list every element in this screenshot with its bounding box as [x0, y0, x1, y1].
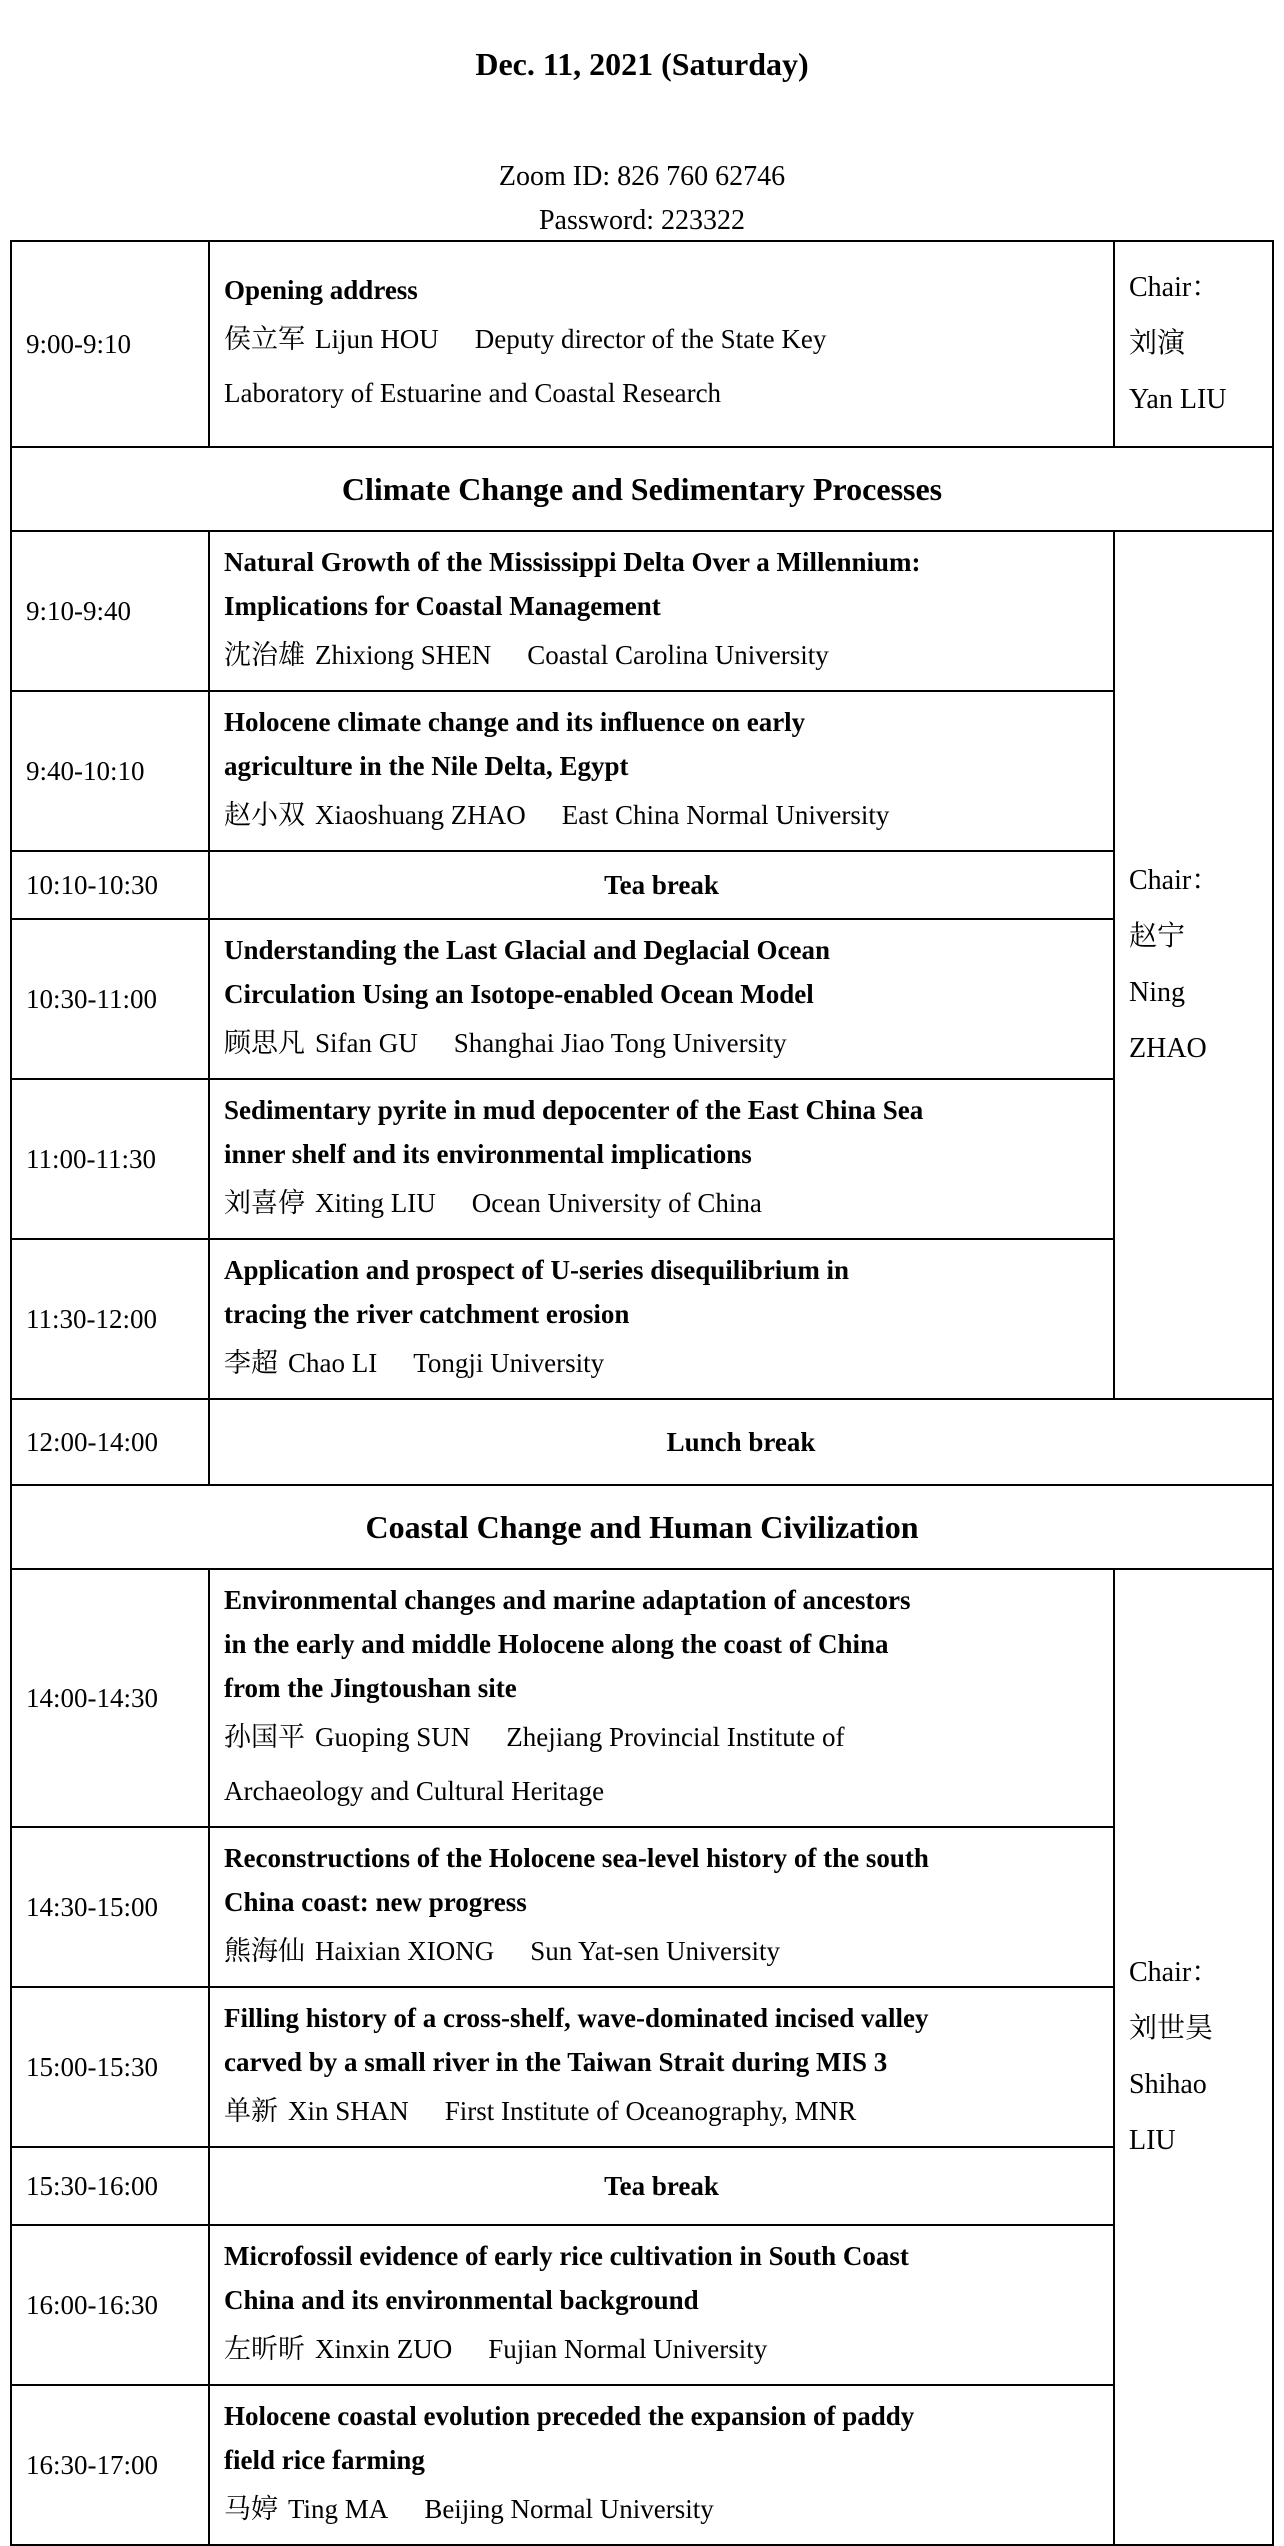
time-cell: 9:00-9:10: [11, 241, 209, 447]
talk-title-line: Filling history of a cross-shelf, wave-dominated incised valley: [224, 2003, 929, 2033]
speaker-cn: 李超: [224, 1348, 278, 1378]
time-cell: 11:30-12:00: [11, 1239, 209, 1399]
chair-en: Shihao: [1129, 2069, 1207, 2100]
chair-label: Chair：: [1129, 1957, 1220, 1988]
talk-title: [224, 1836, 1099, 1924]
talk-title-line: in the early and middle Holocene along the coast of China: [224, 1629, 889, 1659]
table-row: [11, 1399, 1273, 1485]
talk-speaker: [224, 2084, 1099, 2138]
speaker-cn: 熊海仙: [224, 1936, 305, 1966]
talk-speaker: [224, 1016, 1099, 1070]
talk-title-line: Understanding the Last Glacial and Deglacial Ocean: [224, 935, 831, 965]
affiliation-line: Laboratory of Estuarine and Coastal Research: [224, 378, 722, 408]
speaker-cn: 沈治雄: [224, 640, 305, 670]
chair-label: Chair：: [1129, 272, 1220, 303]
talk-title-line: Implications for Coastal Management: [224, 591, 661, 621]
time-cell: 11:00-11:30: [11, 1079, 209, 1239]
chair-cn: 赵宁: [1129, 921, 1186, 952]
section-heading: Coastal Change and Human Civilization: [11, 1485, 1273, 1569]
talk-cell: [209, 2385, 1114, 2545]
affiliation: East China Normal University: [561, 800, 890, 830]
table-row: [11, 447, 1273, 531]
time-cell: 14:30-15:00: [11, 1827, 209, 1987]
speaker-en: Haixian XIONG: [315, 1936, 495, 1966]
talk-title-line: Application and prospect of U-series disequilibrium in: [224, 1255, 850, 1285]
talk-cell: [209, 919, 1114, 1079]
tea-break: Tea break: [209, 2147, 1114, 2225]
table-row: [11, 1987, 1273, 2147]
talk-cell: [209, 1239, 1114, 1399]
time-cell: 10:10-10:30: [11, 851, 209, 919]
chair-en: ZHAO: [1129, 1033, 1207, 1064]
talk-title-line: inner shelf and its environmental implications: [224, 1139, 752, 1169]
talk-title-line: from the Jingtoushan site: [224, 1673, 517, 1703]
speaker-en: Zhixiong SHEN: [315, 640, 492, 670]
table-row: [11, 531, 1273, 691]
table-row: [11, 241, 1273, 447]
talk-speaker: [224, 788, 1099, 842]
affiliation: Zhejiang Provincial Institute of: [506, 1722, 845, 1752]
table-row: [11, 1239, 1273, 1399]
talk-title: [224, 1996, 1099, 2084]
table-row: [11, 2147, 1273, 2225]
speaker-en: Chao LI: [288, 1348, 378, 1378]
table-row: [11, 919, 1273, 1079]
speaker-cn: 孙国平: [224, 1722, 305, 1752]
talk-title: [224, 700, 1099, 788]
talk-title: [224, 1248, 1099, 1336]
schedule-table: [10, 240, 1274, 2546]
talk-cell: [209, 1987, 1114, 2147]
table-row: [11, 2225, 1273, 2385]
talk-title-line: Natural Growth of the Mississippi Delta Over a Millennium:: [224, 547, 921, 577]
time-cell: 9:10-9:40: [11, 531, 209, 691]
zoom-id: Zoom ID: 826 760 62746: [498, 161, 786, 192]
tea-break: Tea break: [209, 851, 1114, 919]
talk-speaker: [224, 312, 1099, 366]
time-cell: 10:30-11:00: [11, 919, 209, 1079]
affiliation: First Institute of Oceanography, MNR: [444, 2096, 857, 2126]
talk-title-line: tracing the river catchment erosion: [224, 1299, 630, 1329]
talk-title: Opening address: [224, 275, 418, 305]
talk-cell: [209, 531, 1114, 691]
talk-cell: [209, 1827, 1114, 1987]
talk-title: [224, 540, 1099, 628]
table-row: [11, 1827, 1273, 1987]
chair-en: Yan LIU: [1129, 384, 1227, 415]
talk-title-line: Microfossil evidence of early rice cultivation in South Coast: [224, 2241, 909, 2271]
time-cell: 14:00-14:30: [11, 1569, 209, 1827]
table-row: [11, 2385, 1273, 2545]
time-cell: 15:30-16:00: [11, 2147, 209, 2225]
affiliation: Coastal Carolina University: [527, 640, 829, 670]
chair-cell: [1114, 241, 1273, 447]
speaker-cn: 赵小双: [224, 800, 305, 830]
talk-cell: [209, 2225, 1114, 2385]
chair-label: Chair：: [1129, 865, 1220, 896]
affiliation: Ocean University of China: [471, 1188, 762, 1218]
table-row: [11, 1079, 1273, 1239]
affiliation: Tongji University: [413, 1348, 605, 1378]
talk-title: [224, 928, 1099, 1016]
speaker-cn: 左昕昕: [224, 2334, 305, 2364]
talk-title-line: carved by a small river in the Taiwan Strait during MIS 3: [224, 2047, 888, 2077]
talk-title-line: Holocene climate change and its influence on early: [224, 707, 806, 737]
affiliation: Deputy director of the State Key: [474, 324, 827, 354]
chair-cell: [1114, 1569, 1273, 2545]
talk-title-line: agriculture in the Nile Delta, Egypt: [224, 751, 629, 781]
talk-title-line: Sedimentary pyrite in mud depocenter of the East China Sea: [224, 1095, 924, 1125]
talk-title-line: China coast: new progress: [224, 1887, 527, 1917]
speaker-cn: 单新: [224, 2096, 278, 2126]
talk-title: [224, 1088, 1099, 1176]
talk-title: [224, 2234, 1099, 2322]
time-cell: 16:00-16:30: [11, 2225, 209, 2385]
affiliation: Beijing Normal University: [424, 2494, 714, 2524]
speaker-en: Sifan GU: [315, 1028, 418, 1058]
talk-speaker: [224, 2322, 1099, 2376]
time-cell: 16:30-17:00: [11, 2385, 209, 2545]
speaker-en: Guoping SUN: [315, 1722, 471, 1752]
talk-title: [224, 1578, 1099, 1710]
talk-speaker: [224, 1924, 1099, 1978]
speaker-en: Xinxin ZUO: [315, 2334, 453, 2364]
talk-speaker: [224, 1176, 1099, 1230]
affiliation: Sun Yat-sen University: [530, 1936, 780, 1966]
talk-speaker: [224, 628, 1099, 682]
talk-speaker: [224, 1710, 1099, 1764]
talk-title-line: Reconstructions of the Holocene sea-level history of the south: [224, 1843, 929, 1873]
table-row: [11, 851, 1273, 919]
affiliation: Shanghai Jiao Tong University: [453, 1028, 787, 1058]
speaker-en: Xiaoshuang ZHAO: [315, 800, 526, 830]
chair-cn: 刘世昊: [1129, 2013, 1214, 2044]
zoom-info: [0, 155, 1284, 243]
time-cell: 12:00-14:00: [11, 1399, 209, 1485]
talk-title: [224, 2394, 1099, 2482]
time-cell: 15:00-15:30: [11, 1987, 209, 2147]
zoom-password: Password: 223322: [538, 205, 746, 236]
speaker-en: Xin SHAN: [288, 2096, 409, 2126]
table-row: [11, 1485, 1273, 1569]
talk-cell: [209, 1569, 1114, 1827]
lunch-break: Lunch break: [209, 1399, 1273, 1485]
speaker-cn: 侯立军: [224, 324, 305, 354]
talk-cell: [209, 691, 1114, 851]
table-row: [11, 1569, 1273, 1827]
speaker-en: Xiting LIU: [315, 1188, 436, 1218]
section-heading: Climate Change and Sedimentary Processes: [11, 447, 1273, 531]
talk-title-line: Holocene coastal evolution preceded the expansion of paddy: [224, 2401, 915, 2431]
speaker-en: Ting MA: [288, 2494, 389, 2524]
talk-cell: [209, 241, 1114, 447]
talk-title-line: China and its environmental background: [224, 2285, 699, 2315]
talk-title-line: Environmental changes and marine adaptation of ancestors: [224, 1585, 911, 1615]
speaker-cn: 刘喜停: [224, 1188, 305, 1218]
page-title: Dec. 11, 2021 (Saturday): [475, 46, 809, 82]
chair-cell: [1114, 531, 1273, 1399]
time-cell: 9:40-10:10: [11, 691, 209, 851]
talk-speaker: [224, 2482, 1099, 2536]
chair-cn: 刘演: [1129, 328, 1186, 359]
table-row: [11, 691, 1273, 851]
chair-en: Ning: [1129, 977, 1185, 1008]
talk-title-line: field rice farming: [224, 2445, 425, 2475]
talk-speaker: [224, 1336, 1099, 1390]
affiliation: Fujian Normal University: [488, 2334, 768, 2364]
chair-en: LIU: [1129, 2125, 1176, 2156]
speaker-en: Lijun HOU: [315, 324, 439, 354]
speaker-cn: 马婷: [224, 2494, 278, 2524]
talk-title-line: Circulation Using an Isotope-enabled Ocean Model: [224, 979, 814, 1009]
speaker-cn: 顾思凡: [224, 1028, 305, 1058]
affiliation-line: Archaeology and Cultural Heritage: [224, 1776, 605, 1806]
talk-cell: [209, 1079, 1114, 1239]
